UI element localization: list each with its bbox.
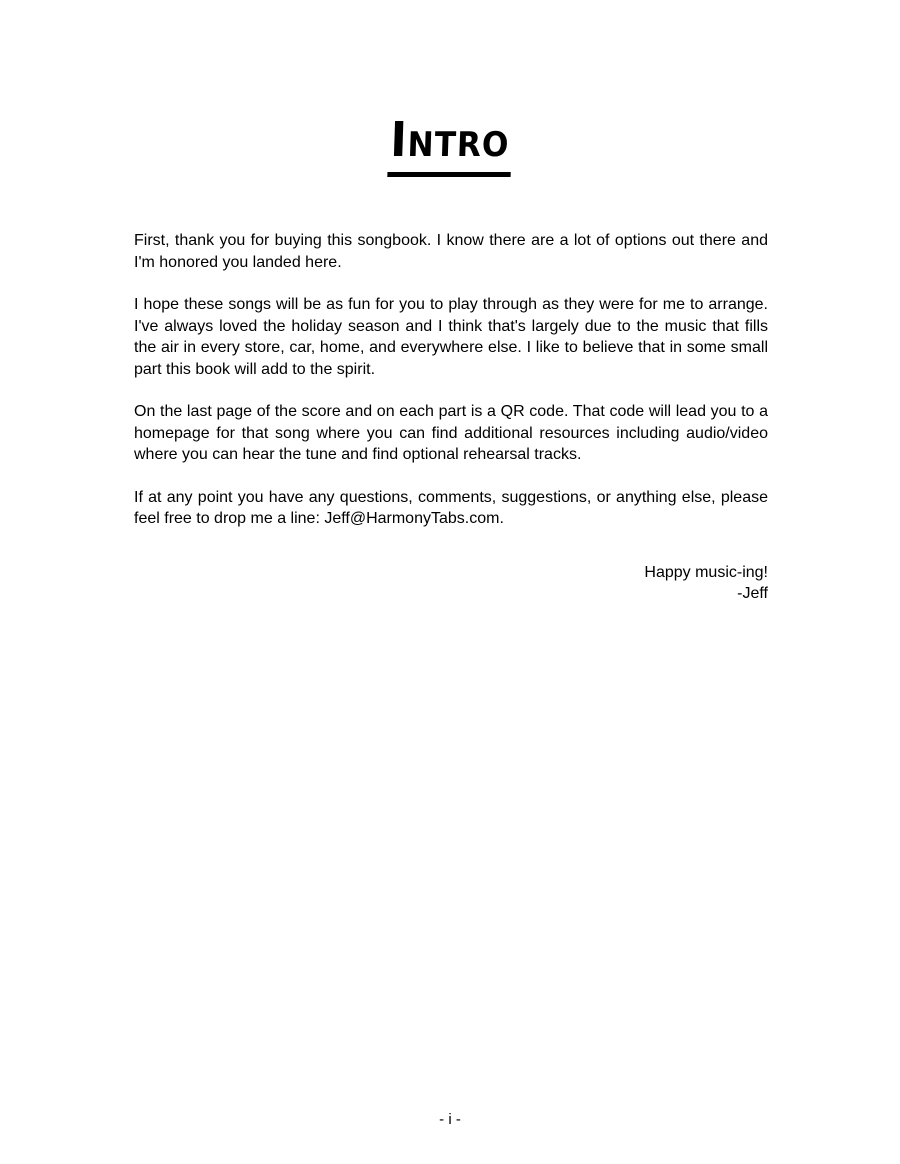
body-text bbox=[134, 230, 768, 605]
signoff bbox=[134, 562, 768, 605]
signoff-signature: -Jeff bbox=[737, 585, 768, 602]
signoff-greeting: Happy music-ing! bbox=[644, 563, 768, 581]
page-number: - i - bbox=[439, 1111, 461, 1128]
title-container bbox=[0, 112, 900, 177]
paragraph-contact: If at any point you have any questions, comments, suggestions, or anything else, please feel free to drop me a line: Jeff@HarmonyTabs.com. bbox=[134, 488, 768, 527]
paragraph-holiday: I hope these songs will be as fun for you to play through as they were for me to arrange. I've always loved the holiday season and I think that's largely due to the music that fills the air in every store, car, home, and everywhere else. I like to believe that in some small part this book will add to the spirit. bbox=[134, 296, 768, 378]
paragraph-qr-code: On the last page of the score and on each part is a QR code. That code will lead you to a homepage for that song where you can find additional resources including audio/video where you can hear the tune and find optional rehearsal tracks. bbox=[134, 403, 768, 463]
page-title: Intro bbox=[388, 112, 513, 177]
paragraph-thanks: First, thank you for buying this songbook. I know there are a lot of options out there and I'm honored you landed here. bbox=[134, 232, 768, 271]
